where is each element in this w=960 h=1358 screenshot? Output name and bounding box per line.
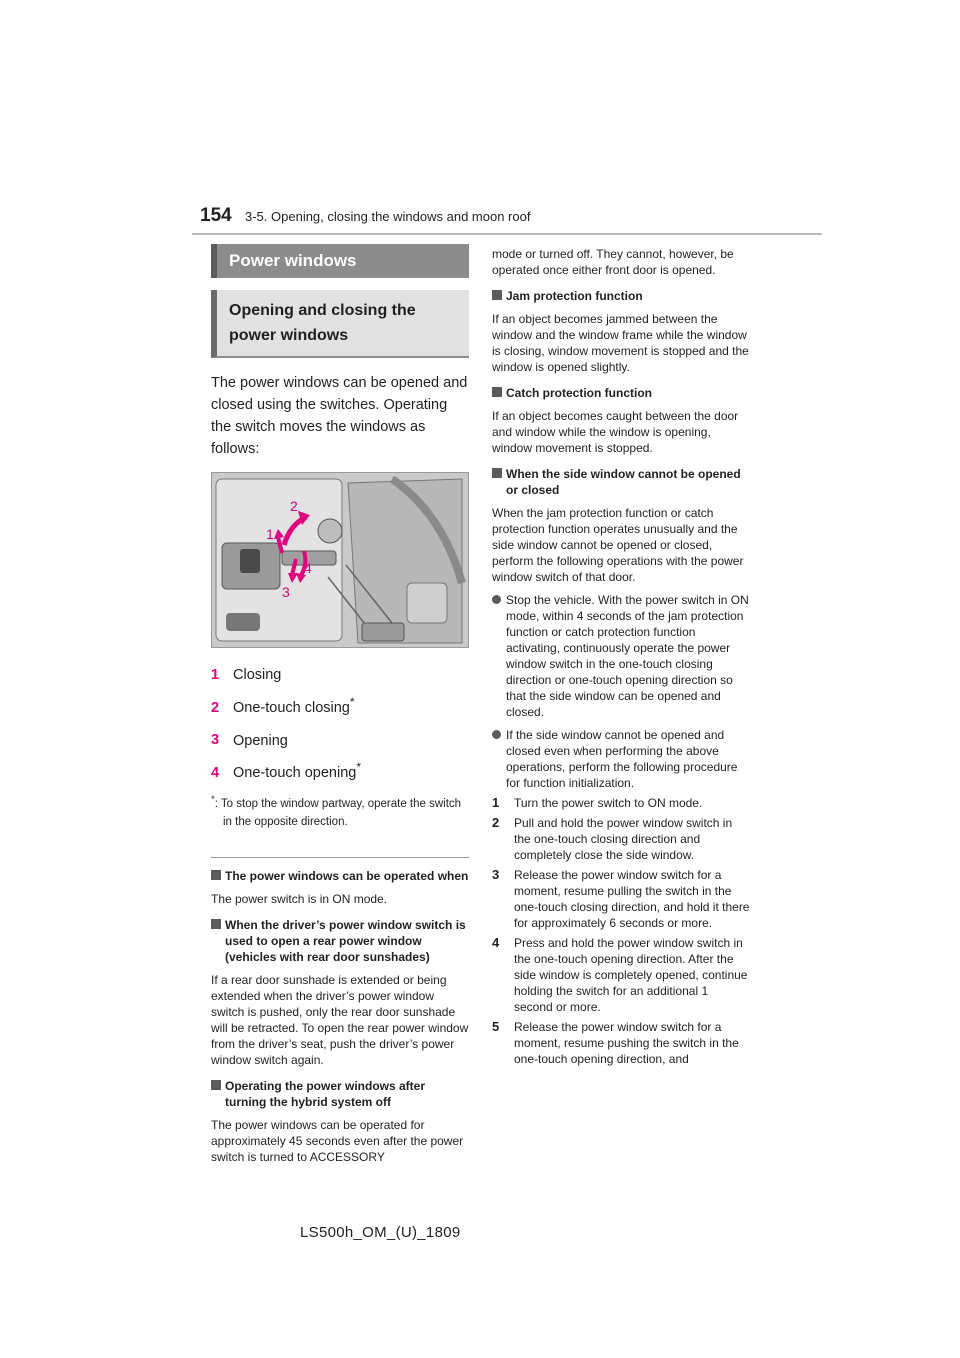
figure-callout-4: 4: [304, 560, 312, 576]
circle-bullet-icon: [492, 730, 501, 739]
list-item: 3 Opening: [211, 732, 288, 749]
note-text: If a rear door sunshade is extended or being extended when the driver’s power window switch is pushed, only the rear door sunshade will be retracted. To open the rear power window from the driver’s seat, push the driver’s power window switch again.: [211, 973, 469, 1068]
figure-callout-1: 1: [266, 526, 274, 542]
procedure-step: 4 Press and hold the power window switch in the one-touch opening direction. After the side window is completely opened, continue holding the switch for an additional 1 second or more.: [492, 935, 748, 1014]
document-code: LS500h_OM_(U)_1809: [300, 1224, 461, 1241]
procedure-step: 5 Release the power window switch for a moment, resume pushing the switch in the one-touch opening direction, and: [492, 1019, 739, 1066]
right-column: [492, 246, 750, 1067]
square-bullet-icon: [211, 870, 221, 880]
subsection-heading: Opening and closing the power windows: [211, 290, 469, 358]
figure-callout-2: 2: [290, 498, 298, 514]
catch-protection-text: If an object becomes caught between the door and window while the window is opening, window movement is stopped.: [492, 409, 739, 455]
side-window-heading: When the side window cannot be opened or closed: [492, 466, 750, 498]
square-bullet-icon: [211, 1080, 221, 1090]
section-header-title: 3-5. Opening, closing the windows and moon roof: [245, 209, 531, 224]
section-heading: Power windows: [211, 244, 469, 278]
note-heading: The power windows can be operated when: [211, 868, 469, 884]
jam-protection-text: If an object becomes jammed between the window and the window frame while the window is closing, window movement is stopped and the window is opened slightly.: [492, 312, 749, 374]
section-divider: [211, 857, 469, 858]
square-bullet-icon: [492, 468, 502, 478]
header-rule: [192, 233, 822, 235]
note-heading: Operating the power windows after turning the hybrid system off: [211, 1078, 469, 1110]
side-window-text: When the jam protection function or catch protection function operates unusually and the side window cannot be opened or closed, perform the following operations with the power window switch of that door.: [492, 506, 744, 584]
left-column: [211, 244, 469, 1165]
jam-protection-heading: Jam protection function: [492, 288, 750, 304]
note-text: The power windows can be operated for approximately 45 seconds even after the power switch is turned to ACCESSORY: [211, 1118, 464, 1165]
list-item: 1 Closing: [211, 666, 282, 683]
circle-bullet-icon: [492, 595, 501, 604]
window-switch-figure: [211, 472, 469, 648]
note-heading: When the driver’s power window switch is used to open a rear power window (vehicles with rear door sunshades): [211, 917, 469, 965]
list-item: Stop the vehicle. With the power switch in ON mode, within 4 seconds of the jam protection function or catch protection function activating, continuously operate the power window switch in the one-touch closing direction or one-touch opening direction so that the side window can be opened and closed.: [492, 592, 750, 720]
procedure-step: 2 Pull and hold the power window switch in the one-touch closing direction and completely close the side window.: [492, 815, 733, 862]
square-bullet-icon: [211, 919, 221, 929]
list-item: If the side window cannot be opened and closed even when performing the above operations, perform the following procedure for function initialization.: [492, 727, 750, 791]
note-text: The power switch is in ON mode.: [211, 892, 388, 907]
list-item: 2 One-touch closing*: [211, 694, 355, 716]
figure-callout-3: 3: [282, 584, 290, 600]
square-bullet-icon: [492, 290, 502, 300]
window-switch-illustration: [212, 473, 468, 647]
intro-paragraph: The power windows can be opened and closed using the switches. Operating the switch moves the windows as follows:: [211, 375, 468, 457]
switch-steps-list: [211, 656, 469, 787]
square-bullet-icon: [492, 387, 502, 397]
continued-text: mode or turned off. They cannot, however, be operated once either front door is opened.: [492, 247, 734, 277]
catch-protection-heading: Catch protection function: [492, 385, 750, 401]
procedure-step: 3 Release the power window switch for a moment, resume pulling the switch in the one-touch closing direction, and hold it there for approximately 6 seconds or more.: [492, 867, 750, 930]
list-item: 4 One-touch opening*: [211, 760, 362, 782]
page-number: 154: [200, 205, 232, 226]
procedure-step: 1 Turn the power switch to ON mode.: [492, 795, 703, 810]
footnote: *: To stop the window partway, operate the switch in the opposite direction.: [211, 794, 462, 829]
